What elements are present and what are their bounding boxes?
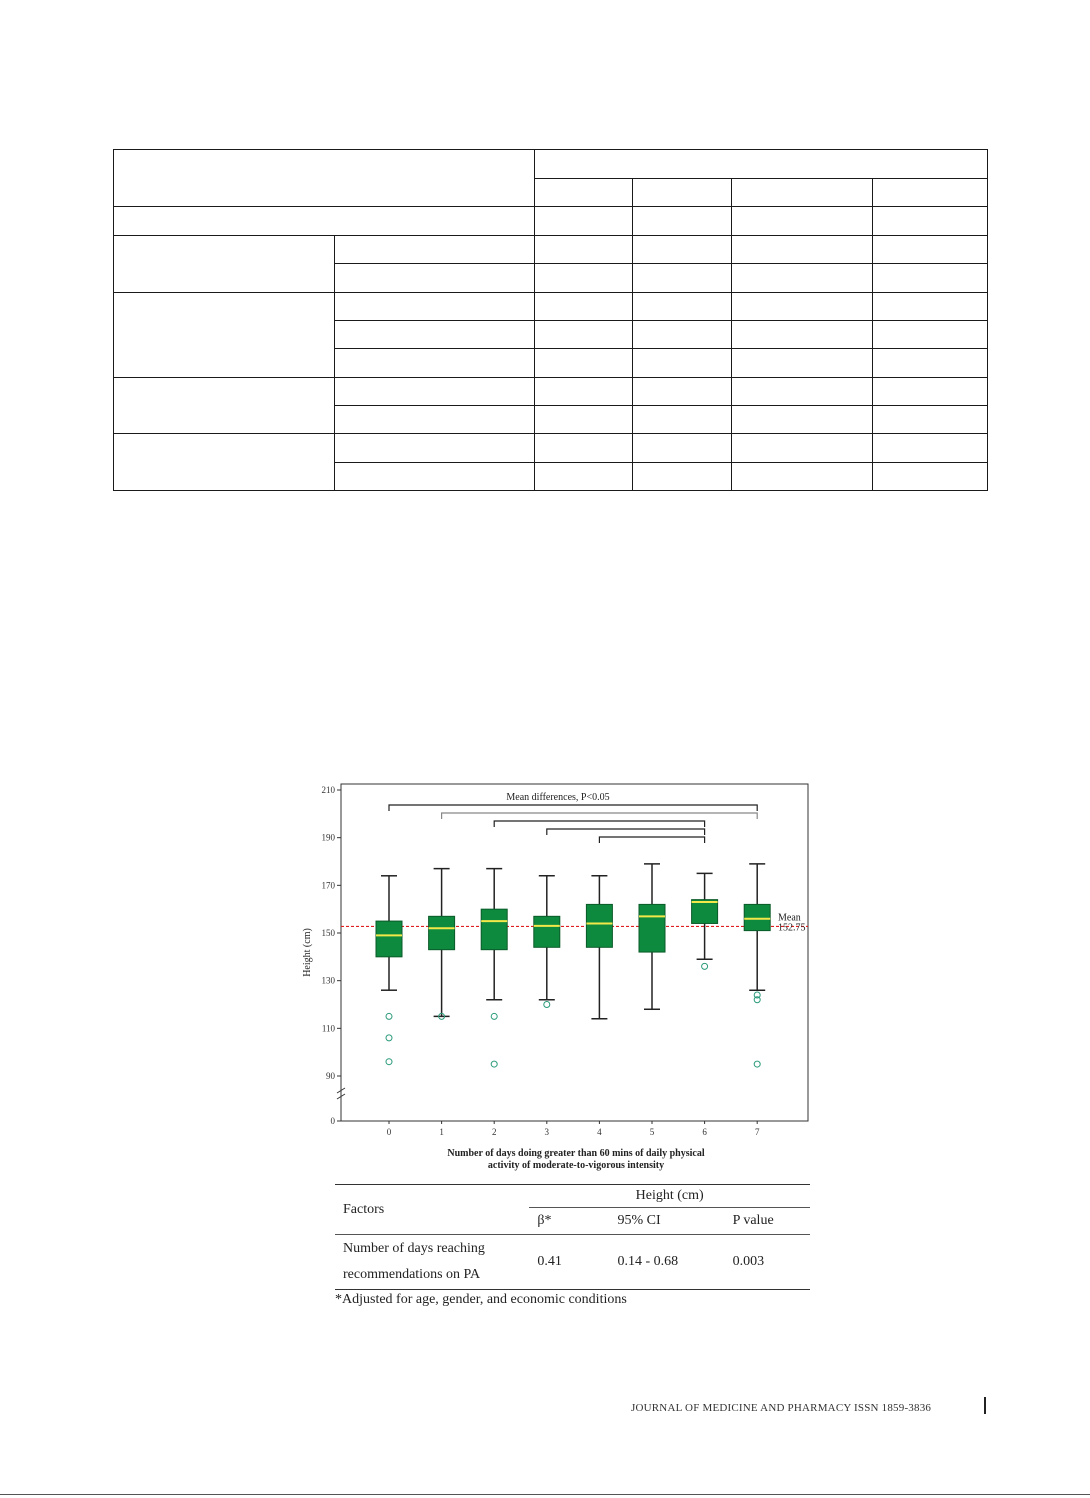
outlier-point xyxy=(386,1059,392,1065)
boxplot-figure xyxy=(296,778,816,1178)
table-footnote: *Adjusted for age, gender, and economic conditions xyxy=(335,1292,627,1307)
regression-table-block xyxy=(335,1184,810,1308)
outlier-point xyxy=(491,1013,497,1019)
p-value-header: P value xyxy=(725,1208,810,1235)
factor-label: Number of days reaching recommendations on PA xyxy=(335,1235,529,1290)
outlier-point xyxy=(491,1061,497,1067)
box-iqr xyxy=(534,916,560,947)
x-tick-label: 6 xyxy=(702,1127,707,1137)
significance-bracket xyxy=(599,837,704,843)
table-row xyxy=(114,293,988,321)
significance-bracket xyxy=(547,829,705,835)
page-bottom-rule xyxy=(0,1494,1090,1495)
table-row xyxy=(114,434,988,463)
x-tick-label: 3 xyxy=(544,1127,550,1137)
table-row xyxy=(114,236,988,264)
p-value: 0.003 xyxy=(725,1235,810,1290)
significance-bracket xyxy=(494,821,704,827)
significance-annotation: Mean differences, P<0.05 xyxy=(506,792,610,803)
y-tick-label: 170 xyxy=(321,880,335,891)
table-row xyxy=(114,150,988,179)
x-tick-label: 4 xyxy=(597,1127,602,1137)
outlier-point xyxy=(544,1002,550,1008)
y-tick-label: 0 xyxy=(330,1116,335,1126)
height-group-header: Height (cm) xyxy=(529,1185,810,1208)
box-iqr xyxy=(376,921,402,957)
significance-bracket xyxy=(442,813,758,819)
journal-footer: JOURNAL OF MEDICINE AND PHARMACY ISSN 1859-3836 xyxy=(631,1402,932,1414)
x-axis-label-line1: Number of days doing greater than 60 mins of daily physical xyxy=(447,1148,705,1159)
outlier-point xyxy=(386,1013,392,1019)
footer-divider xyxy=(984,1397,986,1414)
box-iqr xyxy=(639,904,665,952)
y-tick-label: 210 xyxy=(321,785,335,795)
x-tick-label: 1 xyxy=(439,1127,444,1137)
summary-table xyxy=(113,149,988,491)
ci-header: 95% CI xyxy=(609,1208,724,1235)
factors-header: Factors xyxy=(335,1185,529,1235)
y-tick-label: 110 xyxy=(321,1023,335,1034)
ci-value: 0.14 - 0.68 xyxy=(609,1235,724,1290)
outlier-point xyxy=(702,963,708,969)
beta-value: 0.41 xyxy=(529,1235,609,1290)
table-row xyxy=(114,207,988,236)
box-iqr xyxy=(692,900,718,924)
y-tick-label: 130 xyxy=(321,975,335,986)
x-tick-label: 0 xyxy=(386,1127,392,1137)
significance-bracket xyxy=(389,805,757,811)
beta-header: β* xyxy=(529,1208,609,1235)
plot-frame xyxy=(341,784,808,1121)
box-iqr xyxy=(586,904,612,947)
mean-value-label: 152.75 xyxy=(778,922,806,934)
x-tick-label: 2 xyxy=(491,1127,497,1137)
box-iqr xyxy=(744,904,770,930)
outlier-point xyxy=(754,1061,760,1067)
x-axis-label-line2: activity of moderate-to-vigorous intensity xyxy=(487,1160,665,1171)
outlier-point xyxy=(386,1035,392,1041)
box-iqr xyxy=(429,916,455,949)
x-tick-label: 5 xyxy=(649,1127,655,1137)
boxplot-chart xyxy=(296,778,816,1178)
box-iqr xyxy=(481,909,507,950)
mean-label: Mean xyxy=(778,912,801,924)
y-tick-label: 190 xyxy=(321,832,335,843)
regression-table xyxy=(335,1184,810,1290)
x-tick-label: 7 xyxy=(754,1127,760,1137)
y-tick-label: 150 xyxy=(321,928,335,938)
y-axis-label: Height (cm) xyxy=(302,928,313,977)
y-tick-label: 90 xyxy=(326,1071,335,1081)
table-row xyxy=(335,1235,810,1290)
table-row xyxy=(114,378,988,406)
table-row xyxy=(335,1185,810,1208)
